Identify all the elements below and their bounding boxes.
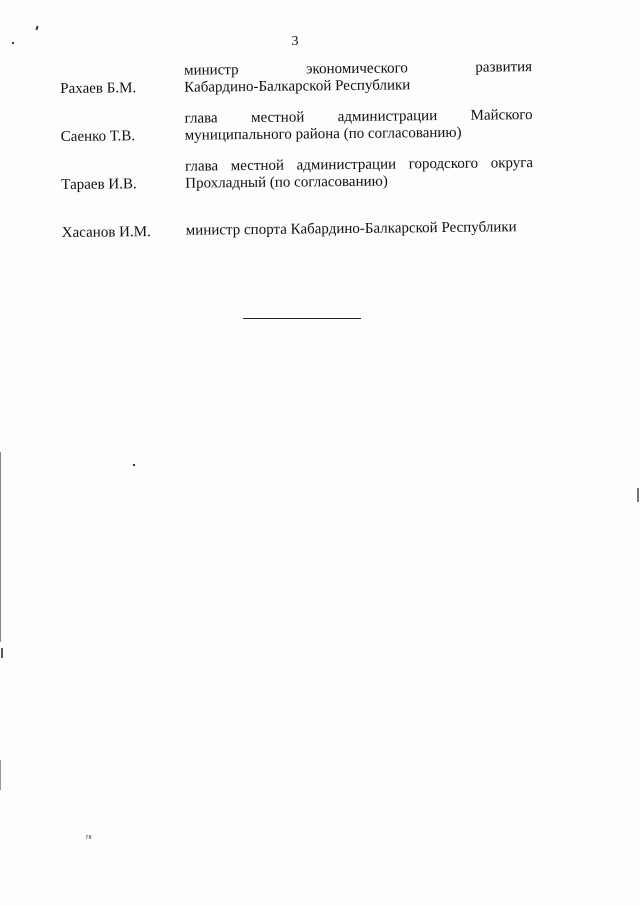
scan-artifact <box>0 760 1 790</box>
member-role <box>184 59 532 97</box>
member-role-line: глава местной администрации Майского <box>184 107 533 127</box>
member-role-line: Прохладный (по согласованию) <box>185 173 388 192</box>
list-item <box>61 107 533 146</box>
member-list <box>60 59 534 256</box>
member-name: Рахаев Б.М. <box>60 80 137 97</box>
scan-artifact <box>35 26 38 30</box>
scan-artifact <box>1 648 3 658</box>
list-item <box>61 155 533 194</box>
scan-artifact <box>0 452 1 642</box>
scan-artifact <box>133 464 135 466</box>
member-role <box>184 107 532 145</box>
member-name: Тараев И.В. <box>61 176 137 193</box>
member-role-line: муниципального района (по согласованию) <box>184 124 462 144</box>
member-role-line: министр экономического развития <box>183 59 533 79</box>
member-role <box>186 203 534 240</box>
member-role-line: Кабардино-Балкарской Республики <box>184 77 411 96</box>
member-role-line: министр спорта Кабардино-Балкарской Республики <box>185 219 517 239</box>
page-number: 3 <box>291 34 299 49</box>
separator-line <box>243 318 361 319</box>
list-item <box>60 59 532 98</box>
member-role-line: глава местной администрации городского округа <box>184 155 534 175</box>
scan-artifact <box>637 488 639 502</box>
member-name: Саенко Т.В. <box>60 128 136 145</box>
scan-artifact <box>12 42 14 44</box>
member-role <box>185 155 533 193</box>
list-item <box>62 203 534 242</box>
footer-mark: гк <box>86 834 92 841</box>
member-name: Хасанов И.М. <box>61 224 151 241</box>
